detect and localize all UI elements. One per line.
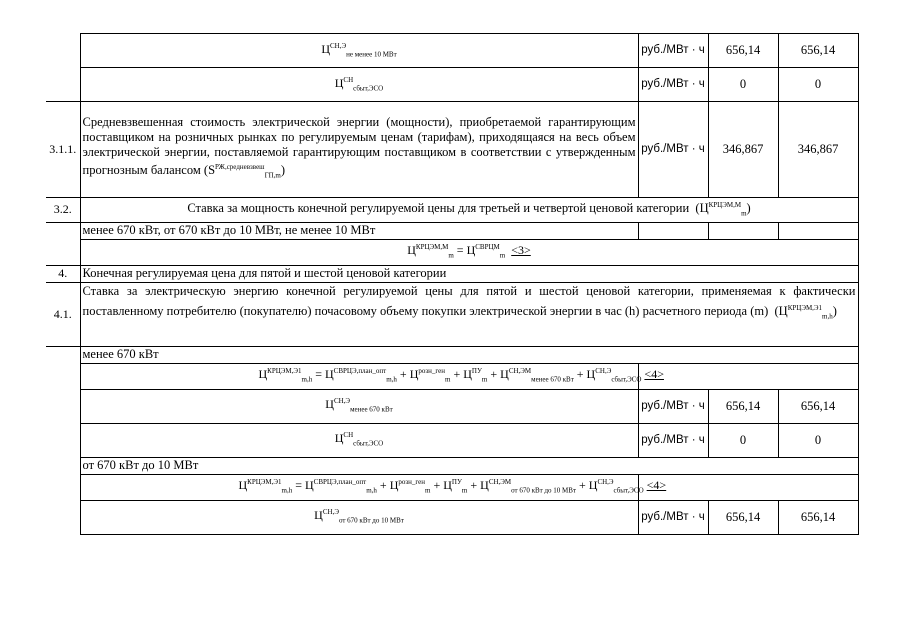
table-row bbox=[46, 500, 858, 534]
row-text: менее 670 кВт bbox=[80, 346, 858, 363]
unit-cell: руб./МВт · ч bbox=[638, 500, 708, 534]
formula-cell: $Ц^{СН,Э}_{от 670 кВт до 10 МВт}$ bbox=[80, 500, 638, 534]
row-number: 3.2. bbox=[46, 198, 80, 223]
unit-cell: руб./МВт · ч bbox=[638, 389, 708, 423]
value-cell: 346,867 bbox=[708, 102, 778, 198]
row-number: 4. bbox=[46, 265, 80, 282]
table-row bbox=[46, 68, 858, 102]
table-row bbox=[46, 457, 858, 474]
table-row bbox=[46, 34, 858, 68]
formula-cell: $Ц^{СН,Э}_{не менее 10 МВт}$ bbox=[80, 34, 638, 68]
tariff-table bbox=[46, 33, 859, 535]
unit-cell: руб./МВт · ч bbox=[638, 34, 708, 68]
formula-cell: $Ц^{КРЦЭМ,М}_m = Ц^{СВРЦМ}_m <3>$ bbox=[80, 239, 858, 265]
table-row bbox=[46, 102, 858, 198]
value-cell: 656,14 bbox=[708, 500, 778, 534]
table-row bbox=[46, 389, 858, 423]
footnote-link[interactable]: <3> bbox=[511, 243, 531, 258]
value-cell: 346,867 bbox=[778, 102, 858, 198]
footnote-link[interactable]: <4> bbox=[644, 367, 664, 382]
value-cell: 0 bbox=[778, 423, 858, 457]
table-row bbox=[46, 198, 858, 223]
value-cell: 0 bbox=[778, 68, 858, 102]
value-cell: 656,14 bbox=[778, 500, 858, 534]
formula-cell: $Ц^{СН}_{сбыт,ЭСО}$ bbox=[80, 423, 638, 457]
row-text: от 670 кВт до 10 МВт bbox=[80, 457, 858, 474]
row-number: 4.1. bbox=[46, 282, 80, 346]
value-cell: 656,14 bbox=[778, 34, 858, 68]
table-row bbox=[46, 474, 858, 500]
value-cell: 0 bbox=[708, 423, 778, 457]
table-row bbox=[46, 265, 858, 282]
row-text: Ставка за электрическую энергию конечной регулируемой цены для пятой и шестой ценовой категории, применяемая к фактически поставленному потребителю (покупателю) почасовому объему покупки электрической энергии в час (h) расчетного периода (m) $(Ц^{КРЦЭМ,Э1}_{m,h})$ bbox=[80, 282, 858, 346]
row-text: Ставка за мощность конечной регулируемой цены для третьей и четвертой ценовой категории $(Ц^{КРЦЭМ,М}_m)$ bbox=[80, 198, 858, 223]
row-text: Средневзвешенная стоимость электрической энергии (мощности), приобретаемой гарантирующим поставщиком на розничных рынках по регулируемым ценам (тарифам), приходящаяся на весь объем электрической энергии, поставляемой гарантирующим поставщиком в соответствии с утвержденным прогнозным балансом $(S^{РЖ,средневзвеш}_{ГП,m})$ bbox=[80, 102, 638, 198]
footnote-link[interactable]: <4> bbox=[646, 478, 667, 493]
formula-cell: $Ц^{СН,Э}_{менее 670 кВт}$ bbox=[80, 389, 638, 423]
table-row bbox=[46, 423, 858, 457]
table-row bbox=[46, 282, 858, 346]
row-text: менее 670 кВт, от 670 кВт до 10 МВт, не менее 10 МВт bbox=[80, 222, 638, 239]
table-row bbox=[46, 239, 858, 265]
unit-cell: руб./МВт · ч bbox=[638, 423, 708, 457]
formula-cell: $Ц^{КРЦЭМ,Э1}_{m,h} = Ц^{СВРЦЭ,план\_опт}_{m,h} + Ц^{розн\_ген}_m + Ц^{ПУ}_m + Ц^{СН,ЭМ}_{от 670 кВт до 10 МВт} + Ц^{СН,Э}_{сбыт,ЭСО} <4>$ bbox=[638, 474, 858, 500]
table-row bbox=[46, 222, 858, 239]
value-cell: 656,14 bbox=[778, 389, 858, 423]
value-cell: 656,14 bbox=[708, 389, 778, 423]
row-text: Конечная регулируемая цена для пятой и шестой ценовой категории bbox=[80, 265, 858, 282]
value-cell: 0 bbox=[708, 68, 778, 102]
formula-cell: $Ц^{КРЦЭМ,Э1}_{m,h} = Ц^{СВРЦЭ,план\_опт}_{m,h} + Ц^{розн\_ген}_m + Ц^{ПУ}_m + Ц^{СН,ЭМ}_{менее 670 кВт} + Ц^{СН,Э}_{сбыт,ЭСО} <4>$ bbox=[638, 363, 858, 389]
table-row bbox=[46, 363, 858, 389]
table-row bbox=[46, 346, 858, 363]
row-number: 3.1.1. bbox=[46, 102, 80, 198]
formula-cell: $Ц^{СН}_{сбыт,ЭСО}$ bbox=[80, 68, 638, 102]
value-cell: 656,14 bbox=[708, 34, 778, 68]
unit-cell: руб./МВт · ч bbox=[638, 68, 708, 102]
unit-cell: руб./МВт · ч bbox=[638, 102, 708, 198]
